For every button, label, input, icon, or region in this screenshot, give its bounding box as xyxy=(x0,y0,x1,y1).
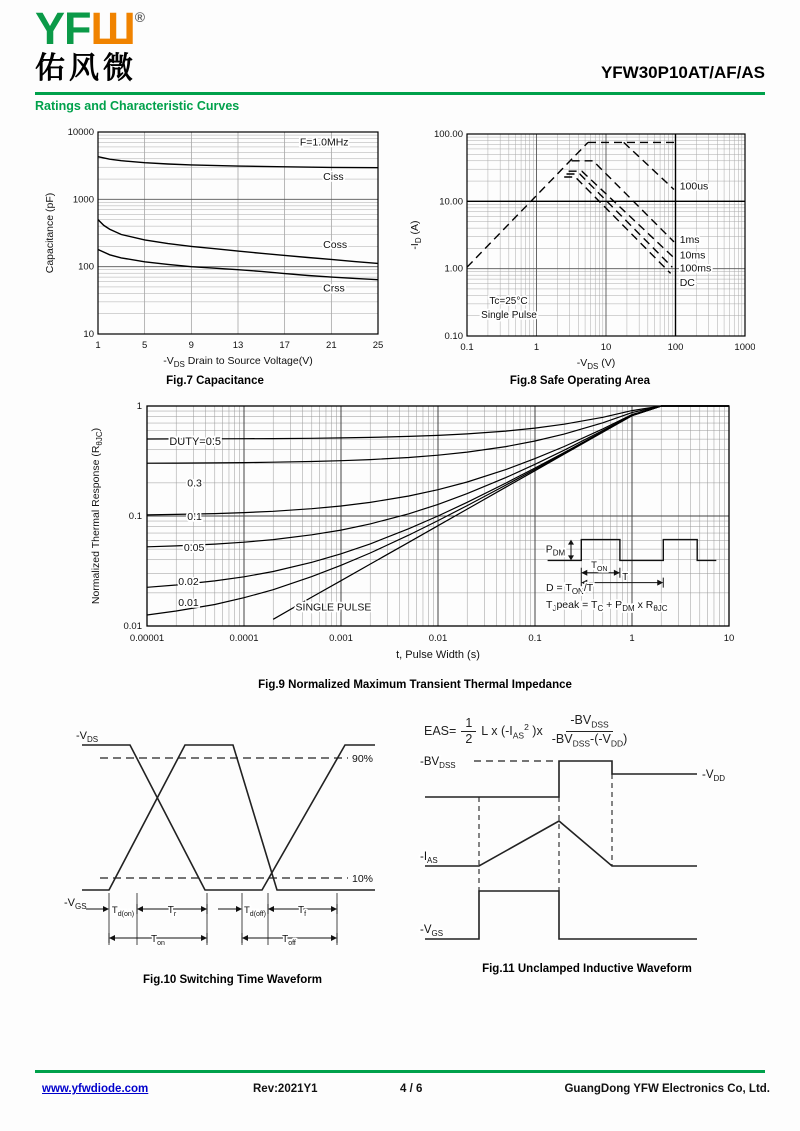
chart-label: Crss xyxy=(323,282,345,295)
chart-label: Coss xyxy=(323,239,348,252)
chart-label: 10ms xyxy=(679,249,706,262)
chart-label: 0.10 xyxy=(444,331,463,342)
fig11-unclamped-inductive-figure xyxy=(412,710,762,975)
chart-label: $P_{DM}$ xyxy=(545,543,566,558)
chart-label: 1000 xyxy=(72,194,94,206)
vgs-trace xyxy=(425,891,697,939)
capacitance-chart xyxy=(40,124,390,370)
chart-label: 10% xyxy=(352,873,374,885)
chart-label: 0.1 xyxy=(128,511,142,522)
chart-label: 0.1 xyxy=(460,342,474,353)
website-link[interactable]: www.yfwdiode.com xyxy=(42,1083,149,1095)
chart-label: 100 xyxy=(667,342,684,353)
chart-label: 90% xyxy=(352,753,374,765)
drain-voltage-trace xyxy=(425,761,697,797)
chart-label: $T_{on}$ xyxy=(151,934,165,947)
chart-label: 0.01 xyxy=(178,596,199,609)
fig7-caption: Fig.7 Capacitance xyxy=(166,375,264,387)
section-title: Ratings and Characteristic Curves xyxy=(35,99,240,113)
chart-label: 10 xyxy=(723,633,735,644)
chart-label: 100ms xyxy=(679,262,712,275)
fig9-thermal-impedance-figure xyxy=(85,396,745,691)
vgs-trace xyxy=(82,745,375,890)
revision-label: Rev:2021Y1 xyxy=(253,1083,318,1095)
chart-label: 10000 xyxy=(67,127,94,138)
chart-label: $-V_{DS}$ Drain to Source Voltage(V) xyxy=(163,355,313,369)
switching-time-waveform xyxy=(60,712,405,957)
chart-label: 1 xyxy=(95,340,101,351)
chart-label: 10 xyxy=(600,342,612,353)
logo-chinese-name: 佑风微 xyxy=(35,52,137,85)
chart-label: $-V_{DD}$ xyxy=(702,769,726,783)
chart-label: SINGLE PULSE xyxy=(295,601,372,614)
fig11-caption: Fig.11 Unclamped Inductive Waveform xyxy=(482,963,692,975)
ias-trace xyxy=(425,821,697,866)
chart-label: 1000 xyxy=(734,342,755,353)
chart-label: 25 xyxy=(372,340,384,351)
chart-label: $-I_{AS}$ xyxy=(420,851,438,865)
part-number-title: YFW30P10AT/AF/AS xyxy=(600,63,765,82)
chart-label: DC xyxy=(679,277,695,290)
eas-fraction-half: $\frac{1}{2}$ xyxy=(461,716,476,746)
chart-label: 21 xyxy=(326,340,337,351)
chart-label: $-BV_{DSS}$ xyxy=(420,756,456,770)
chart-label: 5 xyxy=(142,340,148,351)
chart-label: 10.00 xyxy=(439,196,463,208)
chart-label: 13 xyxy=(232,340,244,351)
curve-10ms xyxy=(569,171,674,258)
chart-label: Capacitance (pF) xyxy=(44,192,56,274)
chart-label: t, Pulse Width (s) xyxy=(396,649,480,661)
chart-label: $T_Jpeak = T_C + P_{DM}$ x $R_{\theta JC}$ xyxy=(546,598,668,613)
chart-label: 0.02 xyxy=(178,576,199,589)
vds-trace xyxy=(82,745,375,890)
chart-label: 0.001 xyxy=(329,633,353,644)
chart-label: 0.01 xyxy=(123,621,142,632)
chart-label: 10 xyxy=(83,329,94,340)
footer-divider xyxy=(35,1070,765,1073)
chart-label: 100 xyxy=(78,261,94,273)
safe-operating-area-chart xyxy=(405,124,755,370)
chart-label: 0.05 xyxy=(183,542,205,555)
chart-label: 9 xyxy=(188,340,194,351)
registered-mark: ® xyxy=(134,9,146,25)
chart-label: $-V_{DS}$ xyxy=(76,730,99,744)
chart-label: 0.00001 xyxy=(129,633,165,644)
chart-label: $-I_D$ (A) xyxy=(409,220,423,250)
logo-w-glyph: Ш xyxy=(90,3,135,54)
fig9-caption: Fig.9 Normalized Maximum Transient Thermal Impedance xyxy=(258,679,572,691)
chart-label: $D = T_{ON}/T$ xyxy=(546,582,594,597)
chart-label: 0.01 xyxy=(428,633,448,644)
chart-label: 1 xyxy=(629,633,635,644)
chart-label: $T_{ON}$ xyxy=(591,559,608,573)
eas-fraction-bv: $\frac{-BV_{DSS}}{-BV_{DSS}-(-V_{DD})}$ xyxy=(551,713,628,748)
chart-label: 17 xyxy=(279,340,290,351)
fig7-capacitance-figure xyxy=(40,124,390,387)
logo-yf-text: YF xyxy=(35,3,91,54)
company-name: GuangDong YFW Electronics Co, Ltd. xyxy=(564,1083,770,1095)
chart-label: Ciss xyxy=(323,170,344,183)
chart-label: $T_{d(on)}$ xyxy=(111,905,135,918)
chart-label: $-V_{GS}$ xyxy=(64,897,87,911)
chart-label: DUTY=0.5 xyxy=(169,436,222,449)
chart-label: $T_{off}$ xyxy=(282,934,296,947)
fig10-switching-waveform-figure xyxy=(60,712,405,986)
eas-formula xyxy=(412,710,762,752)
chart-label: 0.1 xyxy=(187,510,202,523)
header-divider xyxy=(35,92,765,95)
chart-label: Tc=25°C xyxy=(489,295,528,307)
chart-label: 0.3 xyxy=(187,477,202,490)
chart-label: $T_{d(off)}$ xyxy=(243,905,267,918)
thermal-impedance-chart xyxy=(85,396,745,662)
chart-label: 0.0001 xyxy=(229,633,259,644)
chart-label: $T_f$ xyxy=(297,905,307,918)
page-number: 4 / 6 xyxy=(400,1083,423,1095)
fig10-caption: Fig.10 Switching Time Waveform xyxy=(143,974,322,986)
chart-label: 0.1 xyxy=(528,633,542,644)
chart-label: $-V_{GS}$ xyxy=(420,924,444,938)
chart-label: 1 xyxy=(533,342,540,353)
chart-label: $-V_{DS}$ (V) xyxy=(576,357,616,370)
fig8-caption: Fig.8 Safe Operating Area xyxy=(509,375,651,387)
curve-100us xyxy=(624,142,674,189)
chart-label: 100us xyxy=(679,180,709,193)
chart-label: 1.00 xyxy=(444,263,463,275)
chart-label: $T_r$ xyxy=(167,905,177,918)
chart-label: 1ms xyxy=(679,234,700,247)
unclamped-inductive-waveform xyxy=(412,752,757,952)
fig8-soa-figure xyxy=(405,124,755,387)
chart-label: Single Pulse xyxy=(481,310,537,322)
eas-lhs: EAS= xyxy=(424,724,457,738)
eas-mid: L x ($-I_{AS}^2$ )x xyxy=(481,721,543,741)
chart-label: T xyxy=(622,571,629,583)
chart-label: Normalized Thermal Response $(R_{\theta JC})$ xyxy=(90,427,104,605)
yfw-logo xyxy=(35,3,146,85)
chart-label: 1 xyxy=(136,401,142,412)
chart-label: 100.00 xyxy=(433,129,463,140)
chart-label: F=1.0MHz xyxy=(299,136,349,149)
